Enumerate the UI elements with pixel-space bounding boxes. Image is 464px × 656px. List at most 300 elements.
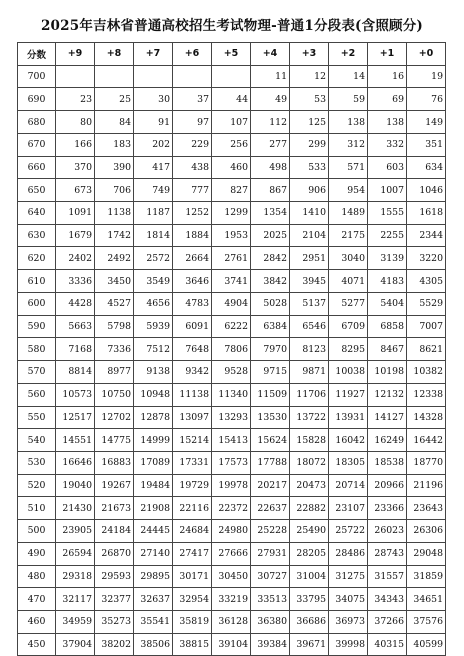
count-cell: 1884 [173, 224, 212, 247]
count-cell: 13293 [212, 406, 251, 429]
count-cell: 749 [134, 179, 173, 202]
count-cell: 1618 [407, 202, 446, 225]
count-cell: 18538 [368, 451, 407, 474]
count-cell: 19267 [95, 474, 134, 497]
count-cell: 10198 [368, 361, 407, 384]
count-cell: 5663 [56, 315, 95, 338]
count-cell: 166 [56, 133, 95, 156]
score-cell: 690 [18, 88, 56, 111]
count-cell: 21673 [95, 497, 134, 520]
count-cell: 14551 [56, 429, 95, 452]
count-cell: 17089 [134, 451, 173, 474]
column-header: +5 [212, 43, 251, 66]
count-cell: 6384 [251, 315, 290, 338]
count-cell: 5529 [407, 292, 446, 315]
count-cell: 14127 [368, 406, 407, 429]
count-cell: 1742 [95, 224, 134, 247]
count-cell: 26306 [407, 520, 446, 543]
column-header: +3 [290, 43, 329, 66]
count-cell: 32954 [173, 588, 212, 611]
count-cell: 11706 [290, 383, 329, 406]
count-cell: 91 [134, 111, 173, 134]
count-cell: 6222 [212, 315, 251, 338]
count-cell: 2664 [173, 247, 212, 270]
table-row [18, 179, 446, 202]
count-cell: 11 [251, 65, 290, 88]
count-cell: 11340 [212, 383, 251, 406]
count-cell: 1555 [368, 202, 407, 225]
count-cell: 9871 [290, 361, 329, 384]
count-cell: 36686 [290, 610, 329, 633]
count-cell: 777 [173, 179, 212, 202]
count-cell: 59 [329, 88, 368, 111]
count-cell: 32117 [56, 588, 95, 611]
count-cell: 10382 [407, 361, 446, 384]
count-cell: 2951 [290, 247, 329, 270]
count-cell: 12517 [56, 406, 95, 429]
count-cell: 27666 [212, 542, 251, 565]
table-row [18, 88, 446, 111]
count-cell: 16042 [329, 429, 368, 452]
table-row [18, 383, 446, 406]
count-cell: 1953 [212, 224, 251, 247]
count-cell: 31859 [407, 565, 446, 588]
count-cell: 2572 [134, 247, 173, 270]
score-cell: 540 [18, 429, 56, 452]
count-cell: 1007 [368, 179, 407, 202]
count-cell: 14775 [95, 429, 134, 452]
count-cell: 17573 [212, 451, 251, 474]
count-cell: 39998 [329, 633, 368, 656]
count-cell: 10038 [329, 361, 368, 384]
count-cell: 13931 [329, 406, 368, 429]
count-cell: 417 [134, 156, 173, 179]
table-row [18, 156, 446, 179]
count-cell: 14328 [407, 406, 446, 429]
count-cell: 20473 [290, 474, 329, 497]
count-cell: 32637 [134, 588, 173, 611]
count-cell: 13530 [251, 406, 290, 429]
table-row [18, 588, 446, 611]
count-cell: 3945 [290, 270, 329, 293]
count-cell: 8123 [290, 338, 329, 361]
count-cell: 8977 [95, 361, 134, 384]
count-cell: 3139 [368, 247, 407, 270]
count-cell: 18072 [290, 451, 329, 474]
header-row [18, 43, 446, 66]
count-cell: 7168 [56, 338, 95, 361]
count-cell: 53 [290, 88, 329, 111]
count-cell: 30450 [212, 565, 251, 588]
count-cell: 5277 [329, 292, 368, 315]
count-cell: 7512 [134, 338, 173, 361]
count-cell: 10750 [95, 383, 134, 406]
count-cell: 27140 [134, 542, 173, 565]
score-cell: 450 [18, 633, 56, 656]
count-cell: 36973 [329, 610, 368, 633]
count-cell: 16883 [95, 451, 134, 474]
table-row [18, 497, 446, 520]
score-cell: 670 [18, 133, 56, 156]
count-cell: 32377 [95, 588, 134, 611]
count-cell: 12132 [368, 383, 407, 406]
count-cell: 25 [95, 88, 134, 111]
count-cell: 38815 [173, 633, 212, 656]
count-cell: 37904 [56, 633, 95, 656]
count-cell: 37576 [407, 610, 446, 633]
count-cell: 9138 [134, 361, 173, 384]
table-row [18, 315, 446, 338]
count-cell: 44 [212, 88, 251, 111]
count-cell: 35273 [95, 610, 134, 633]
count-cell: 1046 [407, 179, 446, 202]
count-cell: 33795 [290, 588, 329, 611]
count-cell: 3646 [173, 270, 212, 293]
score-cell: 570 [18, 361, 56, 384]
count-cell: 23905 [56, 520, 95, 543]
count-cell: 1187 [134, 202, 173, 225]
count-cell: 3741 [212, 270, 251, 293]
count-cell: 28743 [368, 542, 407, 565]
count-cell: 460 [212, 156, 251, 179]
count-cell: 1679 [56, 224, 95, 247]
count-cell: 9342 [173, 361, 212, 384]
column-header: +0 [407, 43, 446, 66]
table-row [18, 361, 446, 384]
count-cell: 25722 [329, 520, 368, 543]
count-cell: 7648 [173, 338, 212, 361]
count-cell: 27417 [173, 542, 212, 565]
count-cell: 14999 [134, 429, 173, 452]
count-cell: 19978 [212, 474, 251, 497]
score-cell: 550 [18, 406, 56, 429]
count-cell: 706 [95, 179, 134, 202]
count-cell: 3336 [56, 270, 95, 293]
table-row [18, 202, 446, 225]
count-cell: 1814 [134, 224, 173, 247]
count-cell: 571 [329, 156, 368, 179]
count-cell: 498 [251, 156, 290, 179]
score-cell: 470 [18, 588, 56, 611]
count-cell: 107 [212, 111, 251, 134]
count-cell: 24980 [212, 520, 251, 543]
column-header: +9 [56, 43, 95, 66]
count-cell: 26594 [56, 542, 95, 565]
count-cell: 28205 [290, 542, 329, 565]
count-cell: 2492 [95, 247, 134, 270]
count-cell: 11509 [251, 383, 290, 406]
count-cell: 3549 [134, 270, 173, 293]
count-cell: 19 [407, 65, 446, 88]
count-cell: 4904 [212, 292, 251, 315]
column-header-score: 分数 [18, 43, 56, 66]
count-cell: 2842 [251, 247, 290, 270]
score-cell: 520 [18, 474, 56, 497]
count-cell: 3040 [329, 247, 368, 270]
count-cell: 12338 [407, 383, 446, 406]
column-header: +8 [95, 43, 134, 66]
count-cell: 35541 [134, 610, 173, 633]
score-cell: 700 [18, 65, 56, 88]
score-cell: 500 [18, 520, 56, 543]
count-cell: 827 [212, 179, 251, 202]
count-cell: 11927 [329, 383, 368, 406]
table-row [18, 633, 446, 656]
table-row [18, 610, 446, 633]
column-header: +2 [329, 43, 368, 66]
score-cell: 680 [18, 111, 56, 134]
count-cell: 33513 [251, 588, 290, 611]
count-cell: 6709 [329, 315, 368, 338]
count-cell: 4071 [329, 270, 368, 293]
score-cell: 620 [18, 247, 56, 270]
count-cell: 18770 [407, 451, 446, 474]
count-cell: 390 [95, 156, 134, 179]
count-cell: 13722 [290, 406, 329, 429]
count-cell: 1252 [173, 202, 212, 225]
count-cell: 2402 [56, 247, 95, 270]
count-cell: 29593 [95, 565, 134, 588]
count-cell [212, 65, 251, 88]
count-cell: 31004 [290, 565, 329, 588]
count-cell: 5404 [368, 292, 407, 315]
count-cell: 49 [251, 88, 290, 111]
count-cell: 22882 [290, 497, 329, 520]
count-cell: 125 [290, 111, 329, 134]
count-cell: 35819 [173, 610, 212, 633]
count-cell: 34343 [368, 588, 407, 611]
count-cell: 138 [329, 111, 368, 134]
count-cell: 6546 [290, 315, 329, 338]
count-cell: 25228 [251, 520, 290, 543]
count-cell: 183 [95, 133, 134, 156]
count-cell: 76 [407, 88, 446, 111]
count-cell: 1489 [329, 202, 368, 225]
count-cell: 30727 [251, 565, 290, 588]
count-cell: 31557 [368, 565, 407, 588]
count-cell: 28486 [329, 542, 368, 565]
count-cell: 673 [56, 179, 95, 202]
count-cell: 36380 [251, 610, 290, 633]
score-cell: 510 [18, 497, 56, 520]
count-cell: 31275 [329, 565, 368, 588]
count-cell: 20714 [329, 474, 368, 497]
score-cell: 560 [18, 383, 56, 406]
count-cell: 29318 [56, 565, 95, 588]
table-row [18, 111, 446, 134]
count-cell: 18305 [329, 451, 368, 474]
count-cell: 1354 [251, 202, 290, 225]
count-cell: 7336 [95, 338, 134, 361]
count-cell: 21908 [134, 497, 173, 520]
count-cell: 17331 [173, 451, 212, 474]
page-title: 2025年吉林省普通高校招生考试物理-普通1分段表(含照顾分) [40, 18, 424, 34]
table-row [18, 292, 446, 315]
count-cell: 19040 [56, 474, 95, 497]
count-cell: 634 [407, 156, 446, 179]
count-cell: 954 [329, 179, 368, 202]
count-cell: 23 [56, 88, 95, 111]
count-cell: 202 [134, 133, 173, 156]
count-cell: 15624 [251, 429, 290, 452]
score-cell: 650 [18, 179, 56, 202]
count-cell: 84 [95, 111, 134, 134]
count-cell: 30171 [173, 565, 212, 588]
table-row [18, 542, 446, 565]
table-row [18, 451, 446, 474]
score-cell: 640 [18, 202, 56, 225]
score-cell: 630 [18, 224, 56, 247]
count-cell: 277 [251, 133, 290, 156]
count-cell: 37266 [368, 610, 407, 633]
count-cell: 27931 [251, 542, 290, 565]
count-cell: 4527 [95, 292, 134, 315]
count-cell: 867 [251, 179, 290, 202]
count-cell: 15214 [173, 429, 212, 452]
count-cell: 3450 [95, 270, 134, 293]
score-cell: 460 [18, 610, 56, 633]
count-cell: 149 [407, 111, 446, 134]
column-header: +1 [368, 43, 407, 66]
count-cell: 23643 [407, 497, 446, 520]
count-cell: 370 [56, 156, 95, 179]
count-cell: 33219 [212, 588, 251, 611]
table-row [18, 224, 446, 247]
table-row [18, 338, 446, 361]
count-cell: 19484 [134, 474, 173, 497]
count-cell: 2761 [212, 247, 251, 270]
count-cell: 4183 [368, 270, 407, 293]
count-cell: 29895 [134, 565, 173, 588]
table-row [18, 133, 446, 156]
score-cell: 490 [18, 542, 56, 565]
count-cell: 10948 [134, 383, 173, 406]
score-cell: 600 [18, 292, 56, 315]
count-cell [134, 65, 173, 88]
count-cell: 22372 [212, 497, 251, 520]
count-cell: 2255 [368, 224, 407, 247]
column-header: +6 [173, 43, 212, 66]
score-distribution-table [17, 42, 446, 656]
count-cell: 138 [368, 111, 407, 134]
table-row [18, 270, 446, 293]
count-cell: 25490 [290, 520, 329, 543]
count-cell: 2025 [251, 224, 290, 247]
count-cell: 2344 [407, 224, 446, 247]
count-cell: 22116 [173, 497, 212, 520]
count-cell: 39104 [212, 633, 251, 656]
count-cell: 8295 [329, 338, 368, 361]
count-cell: 38506 [134, 633, 173, 656]
count-cell: 22637 [251, 497, 290, 520]
score-cell: 660 [18, 156, 56, 179]
count-cell: 12702 [95, 406, 134, 429]
table-row [18, 474, 446, 497]
count-cell: 256 [212, 133, 251, 156]
table-row [18, 65, 446, 88]
count-cell: 12 [290, 65, 329, 88]
count-cell: 8814 [56, 361, 95, 384]
count-cell: 16249 [368, 429, 407, 452]
count-cell: 21430 [56, 497, 95, 520]
count-cell: 14 [329, 65, 368, 88]
score-cell: 580 [18, 338, 56, 361]
count-cell: 6858 [368, 315, 407, 338]
count-cell: 17788 [251, 451, 290, 474]
count-cell: 4305 [407, 270, 446, 293]
count-cell [95, 65, 134, 88]
count-cell: 21196 [407, 474, 446, 497]
count-cell: 351 [407, 133, 446, 156]
count-cell: 1091 [56, 202, 95, 225]
count-cell: 36128 [212, 610, 251, 633]
column-header: +7 [134, 43, 173, 66]
count-cell: 69 [368, 88, 407, 111]
count-cell: 7806 [212, 338, 251, 361]
count-cell [173, 65, 212, 88]
column-header: +4 [251, 43, 290, 66]
count-cell: 438 [173, 156, 212, 179]
score-cell: 530 [18, 451, 56, 474]
count-cell: 24184 [95, 520, 134, 543]
table-row [18, 247, 446, 270]
count-cell: 39384 [251, 633, 290, 656]
count-cell: 24445 [134, 520, 173, 543]
count-cell: 2175 [329, 224, 368, 247]
count-cell: 332 [368, 133, 407, 156]
table-row [18, 520, 446, 543]
count-cell: 3220 [407, 247, 446, 270]
count-cell: 12878 [134, 406, 173, 429]
table-body [18, 65, 446, 656]
count-cell: 10573 [56, 383, 95, 406]
count-cell: 24684 [173, 520, 212, 543]
count-cell: 4783 [173, 292, 212, 315]
table-row [18, 429, 446, 452]
count-cell: 20217 [251, 474, 290, 497]
count-cell: 26023 [368, 520, 407, 543]
table-row [18, 406, 446, 429]
count-cell: 16646 [56, 451, 95, 474]
count-cell: 4428 [56, 292, 95, 315]
count-cell: 603 [368, 156, 407, 179]
count-cell: 15413 [212, 429, 251, 452]
count-cell: 112 [251, 111, 290, 134]
count-cell: 4656 [134, 292, 173, 315]
count-cell: 23366 [368, 497, 407, 520]
count-cell: 5137 [290, 292, 329, 315]
score-cell: 480 [18, 565, 56, 588]
count-cell: 37 [173, 88, 212, 111]
count-cell: 38202 [95, 633, 134, 656]
count-cell: 5028 [251, 292, 290, 315]
count-cell: 34651 [407, 588, 446, 611]
count-cell: 5939 [134, 315, 173, 338]
count-cell: 23107 [329, 497, 368, 520]
table-row [18, 565, 446, 588]
count-cell: 312 [329, 133, 368, 156]
count-cell: 40599 [407, 633, 446, 656]
count-cell: 11138 [173, 383, 212, 406]
count-cell: 229 [173, 133, 212, 156]
count-cell: 9528 [212, 361, 251, 384]
count-cell: 1138 [95, 202, 134, 225]
count-cell: 30 [134, 88, 173, 111]
count-cell: 16442 [407, 429, 446, 452]
count-cell: 29048 [407, 542, 446, 565]
count-cell: 80 [56, 111, 95, 134]
score-cell: 610 [18, 270, 56, 293]
